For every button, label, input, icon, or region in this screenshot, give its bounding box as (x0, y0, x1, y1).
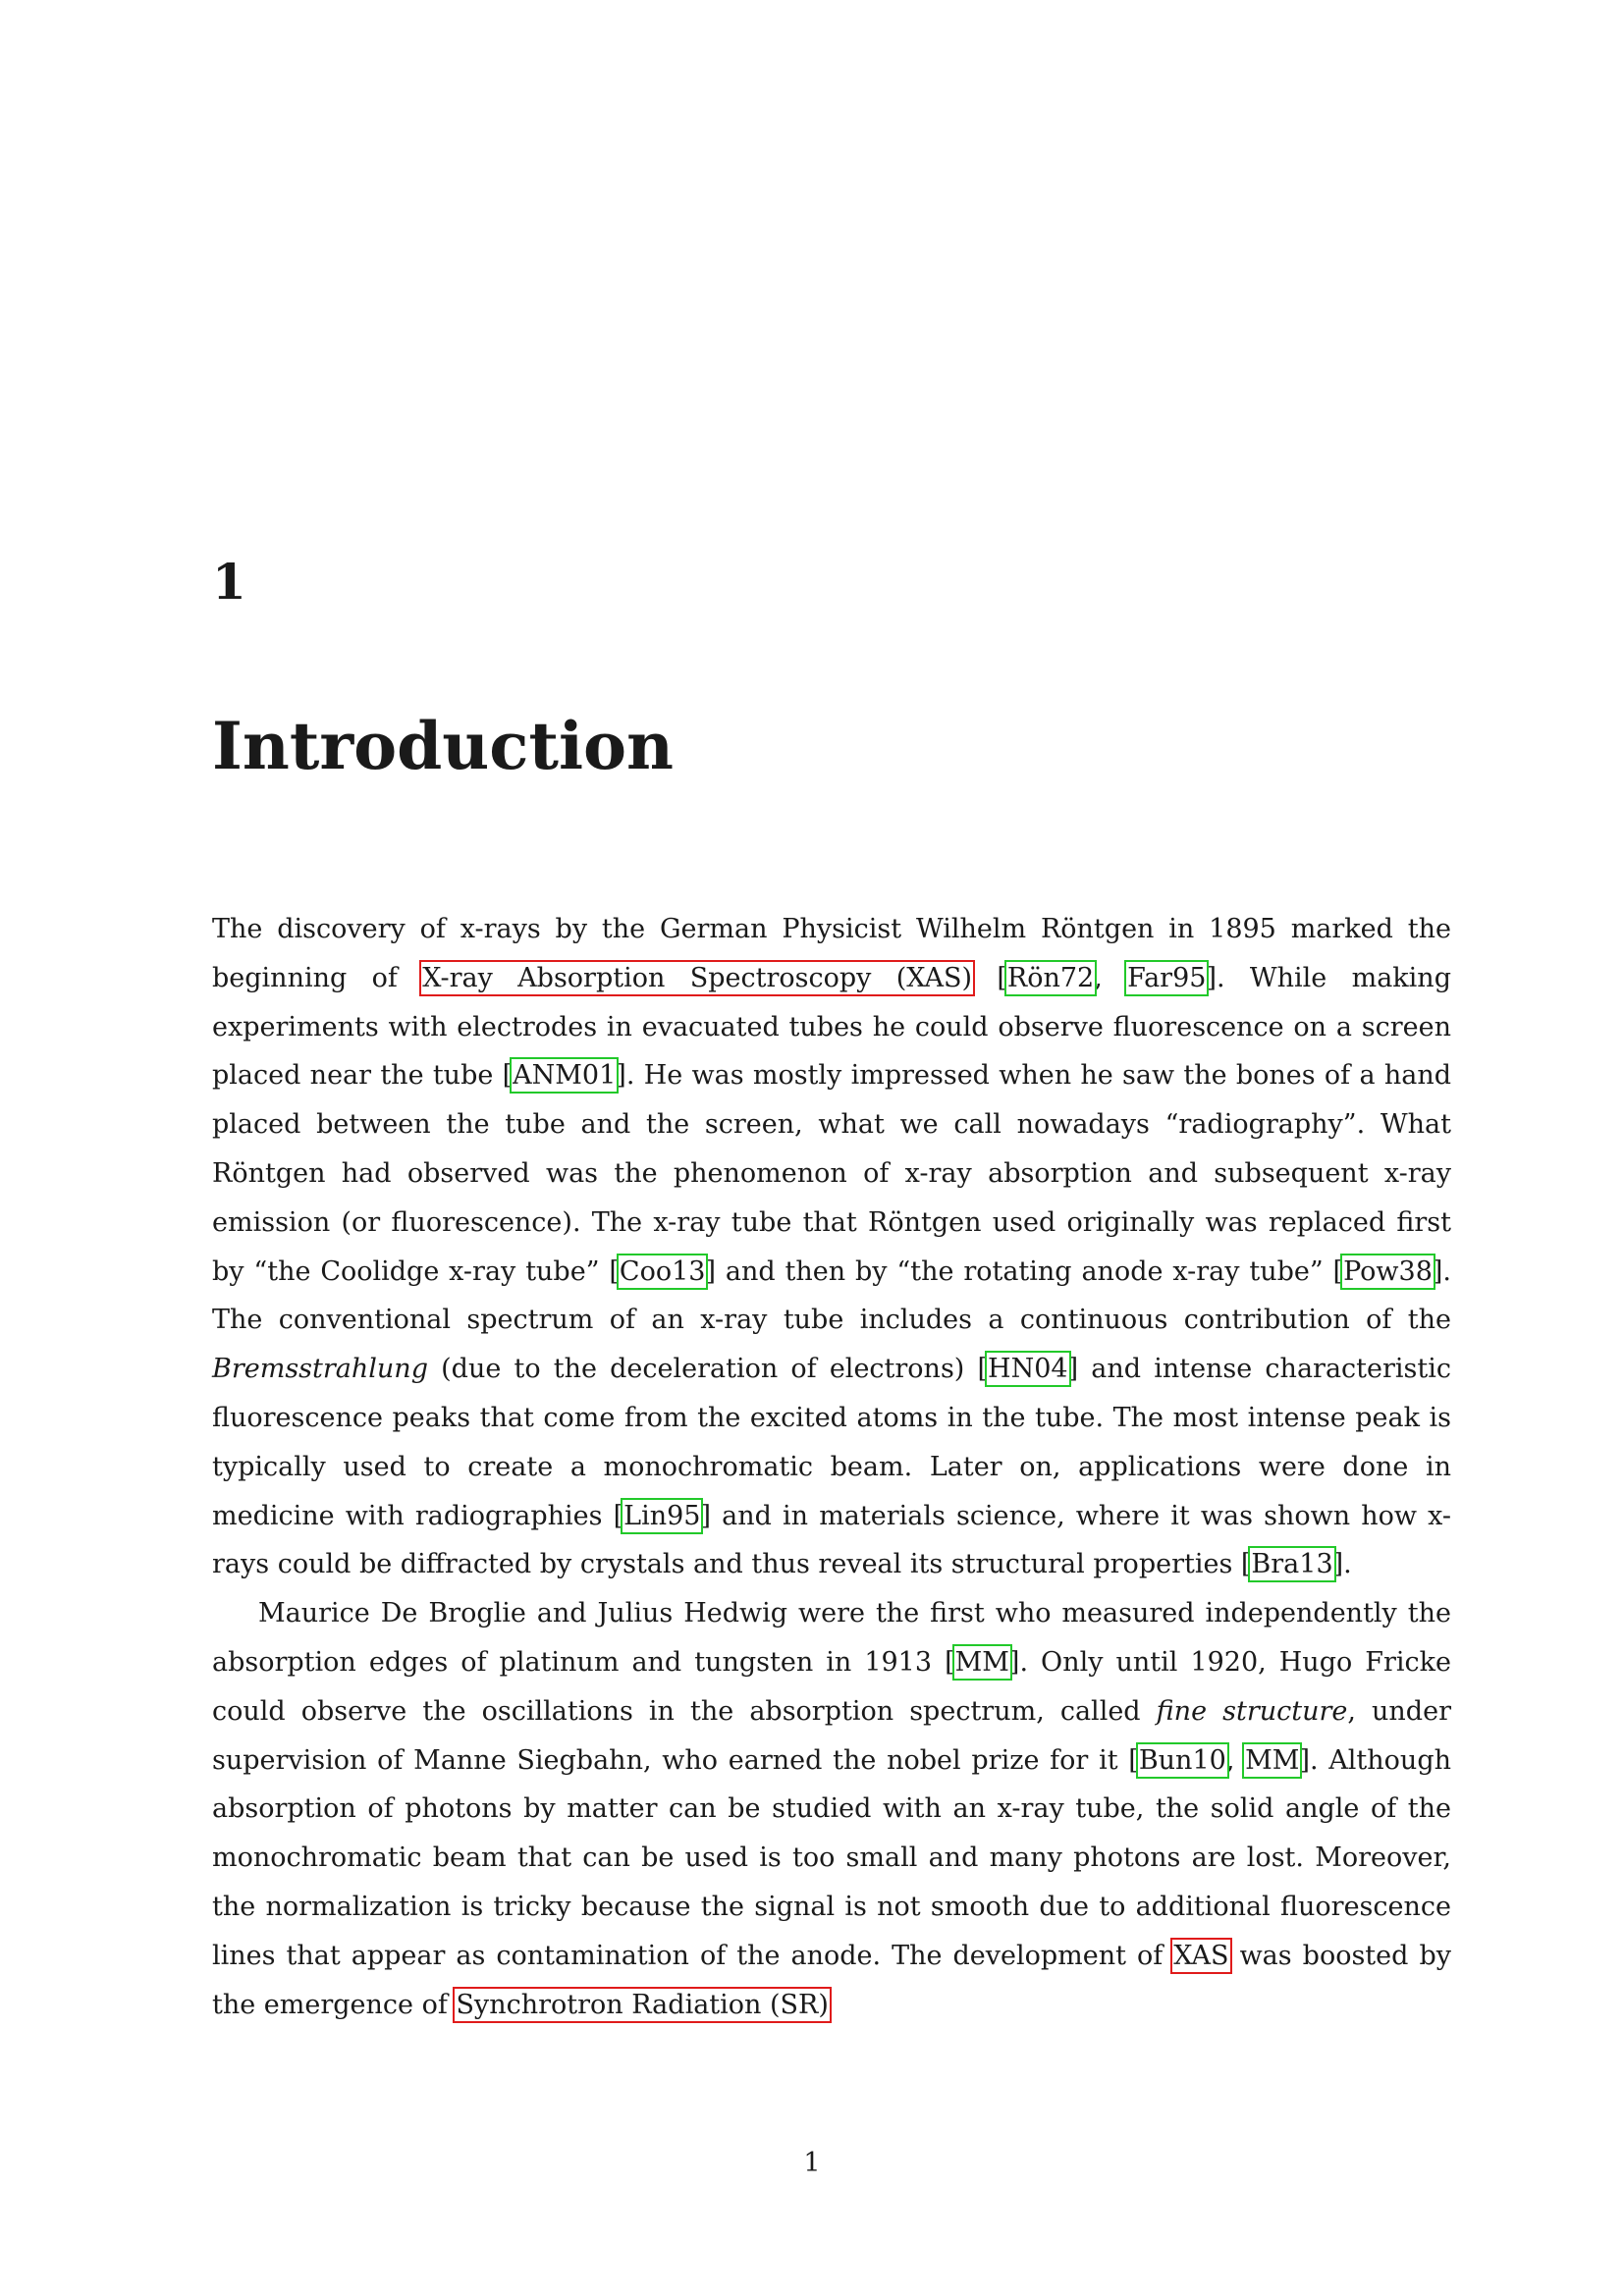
citation-link-hn04[interactable]: HN04 (988, 1354, 1068, 1385)
citation-link-lin95[interactable]: Lin95 (623, 1500, 701, 1531)
text-run: (due to the deceleration of electrons) [ (427, 1354, 989, 1385)
citation-link-bra13[interactable]: Bra13 (1251, 1549, 1333, 1580)
citation-link-far95[interactable]: Far95 (1127, 962, 1207, 993)
chapter-number: 1 (212, 553, 246, 611)
text-run: ]. He was mostly impressed when he saw the bones of a hand placed between the tube and the screen, what we call nowadays “radiography”. What Röntgen had observed was the phenomenon of x-ray absorption and subsequent x-ray emission (or fluorescence). The x-ray tube that Röntgen used originally was replaced first by “the Coolidge x-ray tube” [ (212, 1060, 1451, 1287)
chapter-body (212, 905, 1451, 2029)
citation-link-coo13[interactable]: Coo13 (619, 1255, 706, 1287)
text-run: ]. While making experiments with electrodes in evacuated tubes he could observe fluorescence on a screen placed near the tube [ (212, 962, 1451, 1092)
citation-link-anm01[interactable]: ANM01 (513, 1060, 617, 1092)
text-run: , (1094, 962, 1128, 993)
citation-link-mm[interactable]: MM (954, 1646, 1009, 1678)
text-run: , under supervision of Manne Siegbahn, who earned the nobel prize for it [ (212, 1695, 1451, 1776)
text-run: ]. Although absorption of photons by matter can be studied with an x-ray tube, the solid angle of the monochromatic beam that can be used is too small and many photons are lost. Moreover, the normalization is tricky because the signal is not smooth due to additional fluorescence lines that appear as contamination of the anode. The development of (212, 1744, 1451, 1971)
emphasis-bremsstrahlung: Bremsstrahlung (212, 1354, 428, 1385)
citation-link-mm-2[interactable]: MM (1245, 1744, 1300, 1776)
citation-link-bun10[interactable]: Bun10 (1138, 1744, 1226, 1776)
citation-link-pow38[interactable]: Pow38 (1343, 1255, 1433, 1287)
acronym-link-xas[interactable]: XAS (1173, 1940, 1229, 1971)
text-run: ] and then by “the rotating anode x-ray tube” [ (705, 1255, 1344, 1287)
page-number: 1 (803, 2148, 821, 2178)
chapter-title: Introduction (212, 708, 675, 784)
text-run: was boosted by the emergence of (212, 1940, 1451, 2020)
text-run: ]. Only until 1920, Hugo Fricke could observe the oscillations in the absorption spectrum, called (212, 1646, 1451, 1727)
text-run: ]. (1332, 1549, 1352, 1580)
text-run: , (1225, 1744, 1246, 1776)
text-run: ]. The conventional spectrum of an x-ray tube includes a continuous contribution of the (212, 1255, 1451, 1336)
acronym-link-xas-full[interactable]: X-ray Absorption Spectroscopy (XAS) (422, 962, 973, 993)
paragraph-1 (212, 905, 1451, 1589)
text-run: The discovery of x-rays by the German Physicist Wilhelm Röntgen in 1895 marked the beginning of (212, 914, 1451, 993)
acronym-link-sr[interactable]: Synchrotron Radiation (SR) (456, 1989, 829, 2020)
text-run: Maurice De Broglie and Julius Hedwig were the first who measured independently the absorption edges of platinum and tungsten in 1913 [ (212, 1598, 1451, 1678)
text-run: ] and in materials science, where it was shown how x-rays could be diffracted by crystals and thus reveal its structural properties [ (212, 1500, 1451, 1580)
emphasis-fine-structure: fine structure (1156, 1695, 1348, 1727)
citation-link-ron72[interactable]: Rön72 (1006, 962, 1095, 993)
text-run: [ (972, 962, 1007, 993)
text-run: ] and intense characteristic fluorescence peaks that come from the excited atoms in the tube. The most intense peak is typically used to create a monochromatic beam. Later on, applications were done in medicine with radiographies [ (212, 1354, 1451, 1531)
paragraph-2 (212, 1589, 1451, 2029)
